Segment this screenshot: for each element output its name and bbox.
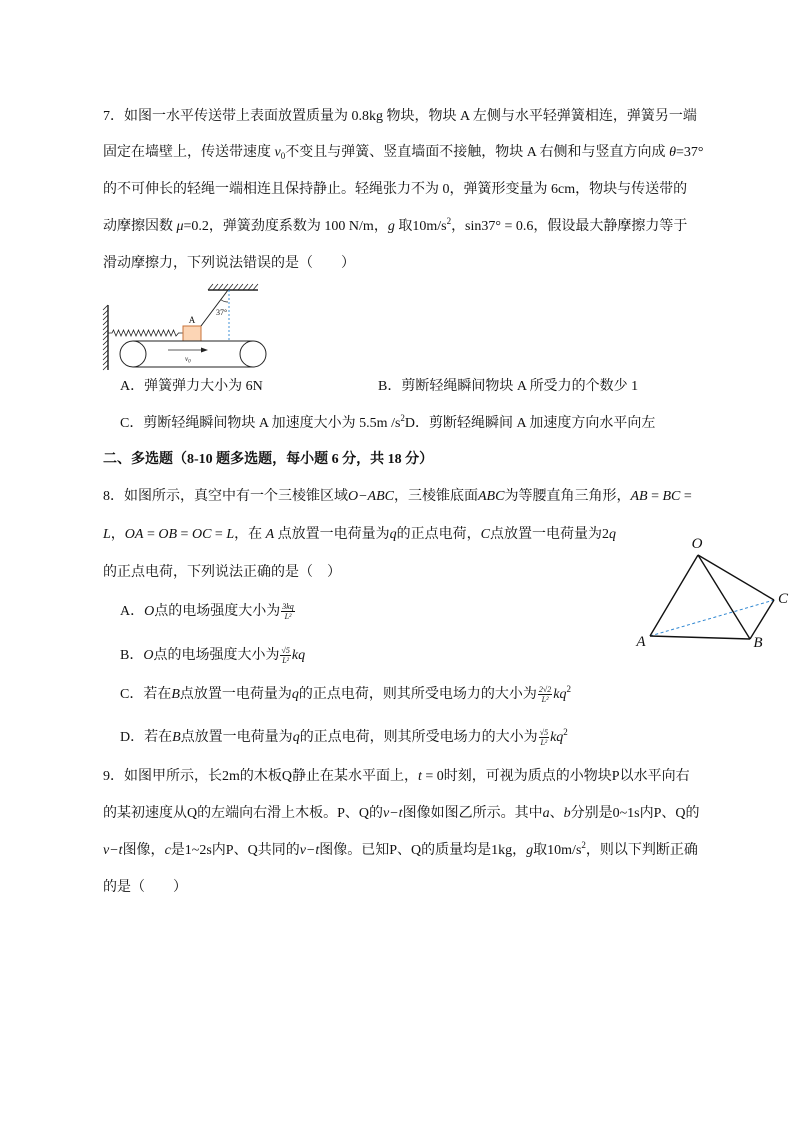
fraction-denominator: L² — [282, 656, 290, 666]
q8-line-1-text-c: 为等腰直角三角形， — [504, 489, 631, 504]
q8-line-1-eq-end: = — [680, 489, 692, 504]
math-l: L — [103, 527, 111, 542]
fraction-numerator: 2√2 — [538, 685, 552, 695]
option-text-b: 的正点电荷，则其所受电场力的大小为 — [298, 687, 537, 702]
q9-line-3-text-e: ，则以下判断正确 — [585, 843, 698, 858]
fraction-numerator: 3kq — [282, 602, 294, 612]
q7-line-1: 7．如图一水平传送带上表面放置质量为 0.8kg 物块，物块 A 左侧与水平轻弹簧相连，弹簧另一端 — [103, 109, 697, 124]
conveyor-belt-figure — [95, 280, 275, 375]
math-q: q — [389, 527, 397, 542]
q9-line-1-text-b: = 0时刻，可视为质点的小物块P以水平向右 — [421, 769, 690, 784]
q7-line-4-text-d: ，sin37° = 0.6，假设最大静摩擦力等于 — [451, 219, 688, 234]
tetrahedron-figure — [630, 530, 794, 655]
angle-label: 37° — [216, 308, 228, 317]
eq: = — [211, 527, 227, 542]
math-q: q — [292, 730, 300, 745]
q9-line-3-text-c: 图像。已知P、Q的质量均是1kg， — [319, 843, 527, 858]
superscript-2: 2 — [581, 840, 586, 850]
math-b: b — [563, 806, 571, 821]
math-l: L — [226, 527, 235, 542]
math-ab: AB — [630, 489, 648, 504]
eq: = — [177, 527, 192, 542]
separator: 、 — [549, 806, 564, 821]
q7-line-2-text-b: 不变且与弹簧、竖直墙面不接触，物块 A 右侧和与竖直方向成 — [285, 145, 670, 160]
math-var-g: g — [387, 219, 395, 234]
vertex-label-a: A — [636, 634, 646, 650]
subscript-0: 0 — [280, 151, 286, 161]
fraction-numerator: √5 — [281, 646, 290, 656]
q9-line-2 — [103, 804, 700, 824]
math-bc: BC — [662, 489, 681, 504]
ceiling-hatching — [208, 284, 258, 290]
math-c: c — [164, 843, 171, 858]
edge-bc — [750, 600, 774, 639]
math-o-abc: O−ABC — [348, 489, 394, 504]
q8-line-2-text-a: ，在 — [234, 527, 266, 542]
edge-oc — [698, 555, 774, 600]
vertex-label-o: O — [691, 536, 703, 552]
q9-line-3-text-b: 是1~2s内P、Q共同的 — [170, 843, 300, 858]
q7-line-5: 滑动摩擦力，下列说法错误的是（ ） — [103, 256, 355, 271]
q7-option-b: B．剪断轻绳瞬间物块 A 所受力的个数少 1 — [378, 379, 639, 394]
fraction — [280, 646, 290, 665]
q9-line-1 — [103, 767, 690, 787]
superscript-2: 2 — [446, 216, 452, 226]
eq: = — [143, 527, 159, 542]
edge-oa — [650, 555, 698, 636]
math-var-v: v — [274, 145, 281, 160]
math-q: q — [609, 527, 617, 542]
right-roller — [240, 341, 266, 367]
option-text: 点的电场强度大小为 — [153, 648, 280, 663]
math-kq: kq — [553, 687, 567, 702]
velocity-label-subscript: 0 — [188, 359, 191, 365]
math-ob: OB — [158, 527, 178, 542]
q9-line-2-text-a: 的某初速度从Q的左端向右滑上木板。P、Q的 — [103, 806, 384, 821]
q8-line-2-text-b: 点放置一电荷量为 — [274, 527, 390, 542]
left-roller — [120, 341, 146, 367]
q9-line-3-text-d: 取10m/s — [533, 843, 582, 858]
q8-line-2 — [103, 525, 616, 545]
q8-option-c — [120, 685, 571, 705]
velocity-label — [185, 355, 191, 365]
option-text-a: 点放置一电荷量为 — [179, 687, 292, 702]
q7-option-d: D．剪断轻绳瞬间 A 加速度方向水平向左 — [404, 416, 656, 431]
option-prefix: B． — [120, 648, 144, 663]
math-a: a — [542, 806, 550, 821]
q9-line-3 — [103, 841, 698, 861]
velocity-arrowhead — [201, 348, 208, 353]
option-prefix: C．若在 — [120, 687, 172, 702]
math-g: g — [526, 843, 534, 858]
vertex-label-b: B — [753, 635, 763, 651]
edge-ab — [650, 636, 750, 639]
q7-line-4-text-a: 动摩擦因数 — [103, 219, 177, 234]
math-kq: kq — [550, 730, 564, 745]
option-text: 点的电场强度大小为 — [154, 604, 281, 619]
q9-line-4: 的是（ ） — [103, 880, 187, 895]
math-kq: kq — [291, 648, 306, 663]
q7-line-3: 的不可伸长的轻绳一端相连且保持静止。轻绳张力不为 0，弹簧形变量为 6cm，物块与传送带的 — [103, 182, 688, 197]
math-var-mu: μ — [176, 219, 184, 234]
wall-hatching — [103, 305, 108, 370]
q8-option-a — [120, 602, 296, 622]
block-a — [183, 326, 201, 341]
superscript-2: 2 — [566, 684, 572, 694]
fraction-denominator: L² — [284, 612, 292, 622]
q7-line-4-text-b: =0.2，弹簧劲度系数为 100 N/m， — [183, 219, 388, 234]
fraction — [538, 685, 552, 704]
q7-line-2 — [103, 143, 703, 163]
math-v-t: v−t — [103, 843, 123, 858]
section-header: 二、多选题（8-10 题多选题，每小题 6 分，共 18 分） — [103, 452, 434, 467]
superscript-2: 2 — [400, 413, 405, 423]
q8-line-1 — [103, 487, 692, 507]
angle-arc — [221, 300, 228, 302]
math-q: q — [291, 687, 299, 702]
q8-line-1-text-a: 8．如图所示，真空中有一个三棱锥区域 — [103, 489, 348, 504]
comma: ， — [110, 527, 125, 542]
fraction-numerator: √5 — [539, 728, 549, 738]
q8-line-1-eq: = — [647, 489, 663, 504]
q9-line-3-text-a: 图像， — [122, 843, 165, 858]
block-label: A — [188, 315, 196, 325]
q8-option-d — [120, 728, 568, 748]
q9-line-2-text-b: 图像如图乙所示。其中 — [402, 806, 543, 821]
q7-option-cd-line — [120, 414, 655, 434]
option-prefix: D．若在 — [120, 730, 173, 745]
option-text-b: 的正点电荷，则其所受电场力的大小为 — [299, 730, 538, 745]
math-var-theta: θ — [669, 145, 676, 160]
math-abc: ABC — [478, 489, 505, 504]
math-o: O — [143, 648, 154, 663]
q7-line-4 — [103, 217, 687, 237]
math-b: B — [172, 730, 181, 745]
edge-ob — [698, 555, 750, 639]
math-t: t — [418, 769, 422, 784]
math-a: A — [265, 527, 275, 542]
math-b: B — [171, 687, 180, 702]
q9-line-1-text-a: 9．如图甲所示，长2m的木板Q静止在某水平面上， — [103, 769, 418, 784]
q8-line-3: 的正点电荷，下列说法正确的是（ ） — [103, 565, 341, 580]
q8-line-1-text-b: ，三棱锥底面 — [394, 489, 478, 504]
q7-option-c: C．剪断轻绳瞬间物块 A 加速度大小为 5.5m /s — [120, 416, 401, 431]
option-text-a: 点放置一电荷量为 — [180, 730, 293, 745]
q8-option-b — [120, 646, 305, 666]
velocity-label-v: v — [185, 355, 189, 363]
q7-line-2-text-a: 固定在墙壁上，传送带速度 — [103, 145, 275, 160]
math-v-t: v−t — [299, 843, 320, 858]
math-o: O — [144, 604, 155, 619]
q7-line-2-text-c: =37° — [675, 145, 704, 160]
fraction — [539, 728, 549, 747]
math-oc: OC — [191, 527, 212, 542]
fraction — [281, 602, 295, 621]
fraction-denominator: L² — [540, 738, 548, 748]
q9-line-2-text-c: 分别是0~1s内P、Q的 — [570, 806, 700, 821]
math-oa: OA — [124, 527, 144, 542]
q8-line-2-text-c: 的正点电荷， — [396, 527, 481, 542]
fraction-denominator: L² — [541, 695, 549, 705]
math-c: C — [480, 527, 491, 542]
q7-option-a: A．弹簧弹力大小为 6N — [120, 379, 263, 394]
q7-line-4-text-c: 取10m/s — [394, 219, 447, 234]
math-v-t: v−t — [383, 806, 403, 821]
superscript-2: 2 — [563, 727, 568, 737]
option-prefix: A． — [120, 604, 145, 619]
q8-line-2-text-d: 点放置一电荷量为2 — [490, 527, 610, 542]
vertex-label-c: C — [777, 591, 789, 607]
spring — [108, 330, 183, 336]
